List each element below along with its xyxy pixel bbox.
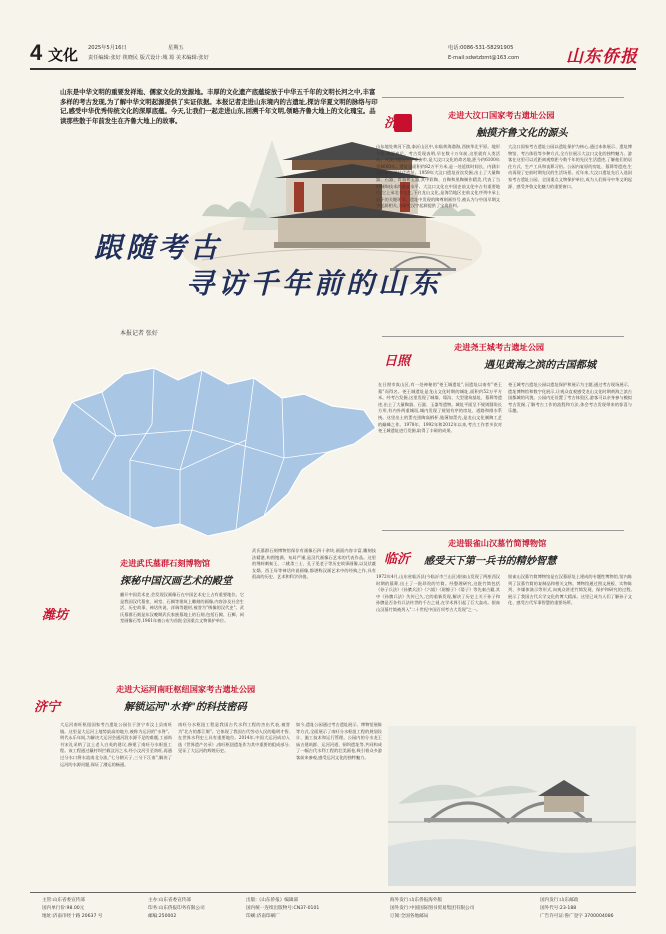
shandong-map xyxy=(32,340,382,550)
jinan-body-col2: 大汶口国家考古遗址公园以遗址保护为核心,通过本体展示、遗址博物馆、考古体验等多种方式,全方位展示大汶口文化的独特魅力。游客在这里可以近距离观察距今数千年的先民生活遗迹,了解他们的居住方式、生产工具和丧葬习俗。公园内复原的房址、墓葬等遗迹,生动再现了史前时期先民的生活场景。近年来,大汶口遗址先后入选国家考古遗址公园、全国重点文物保护单位,成为人们探寻中华文明起源、感受齐鲁文化魅力的重要窗口。 xyxy=(508,144,632,189)
footer-col3-line3: 印刷:济南印刷厂 xyxy=(246,914,280,919)
page-number: 4 xyxy=(30,40,43,65)
footer-col2-line2: 印务:山东侨报印务有限公司 xyxy=(148,906,205,911)
footer-col5-line3: 广告许可证:鲁广登字 3700004086 xyxy=(540,914,614,919)
footer-col3-line2: 国内统一连续出版物号:CN37-0101 xyxy=(246,906,320,911)
footer-col2-line3: 邮编:250002 xyxy=(148,914,177,919)
linyi-subheading: 感受天下第一兵书的精妙智慧 xyxy=(424,555,557,567)
title-line-1: 跟随考古 xyxy=(94,231,223,264)
footer-col1-line2: 国内单行价:98.00元 xyxy=(42,906,85,911)
title-line-2: 寻访千年前的山东 xyxy=(186,267,443,300)
footer-col1-line3: 地址:济南市经十路 20637 号 xyxy=(42,914,103,919)
linyi-tag: 临沂 xyxy=(384,552,411,567)
jining-body-col2: 南旺分水枢纽工程是我国古代水利工程的杰出代表,被誉为"北方的都江堰"。它体现了我国古代劳动人民的聪明才智,在世界水利史上具有重要地位。2014年,中国大运河成功入选《世界遗产名录》,南旺枢纽遗址作为其中重要的组成部分,见证了大运河的辉煌历史。 xyxy=(178,722,290,754)
editors: 责任编辑:张好 筷晓民 版式设计:城 筠 美术编辑:张好 xyxy=(88,55,209,61)
weifang-subheading: 探秘中国汉画艺术的殿堂 xyxy=(120,575,233,587)
section-name: 文化 xyxy=(48,46,79,64)
linyi-body-col1: 1972年4月,山东省临沂县(今临沂市兰山区)银雀山发现了两座西汉时期的墓葬,出土了一批珍贵的竹简。经整理研究,这批竹简包括《孙子兵法》《孙膑兵法》《六韬》《尉缭子》《晏子》等先秦古籍,其中《孙膑兵法》失传已久,它的重新发现,解决了历史上关于孙子和孙膑是否各有兵法传世的千古之谜,在学术界引起了巨大轰动。银雀山汉墓竹简被列入"二十世纪中国百项考古大发现"之一。 xyxy=(376,574,500,612)
byline: 本报记者 张好 xyxy=(120,330,158,337)
weifang-body-col1: 翻开中国美术史,会发现汉画像石在中国艺术史上占有重要地位。它是我国汉代墓室、祠堂、石阙等建筑上雕刻的画像,内容涉及社会生活、历史故事、神话传说、祥瑞等题材,被誉为"绣像的汉代史"。武氏墓群石刻是东汉晚期武氏家族墓地上的石刻,包括石阙、石狮、祠堂画像石等,1961年被公布为首批全国重点文物保护单位。 xyxy=(120,592,244,624)
footer-col1-line1: 主管:山东省委宣传部 xyxy=(42,898,85,903)
weifang-tag: 潍坊 xyxy=(42,608,69,623)
jinan-body-col1: 山东地处黄河下游,泰沂山区中,东临黄海渤海,西接华北平原。地形丰富,资源充足。考古发现表明,早在数十万年前,这里就有人类活动。大汶口遗址位于泰安市,是大汶口文化的命名地,距今约6100年至4600年。遗址总面积约82万平方米,是一处延续时间长、内涵丰富的新石器时代遗址。1959年大汶口遗址首次发掘,出土了大量陶器、石器、骨器和玉器,其中彩陶、白陶和黑陶制作精美,代表了当时制陶技术的最高水平。大汶口文化在中国史前文化中占有重要地位,它上承北辛文化,下启龙山文化,是海岱地区史前文化序列中承上启下的关键环节。遗址中发现的陶尊刻画符号,被认为与中国早期文字起源相关,为研究汉字起源提供了宝贵资料。 xyxy=(376,144,500,209)
footer-col4-line1: 海外发行:山东侨报海外版 xyxy=(390,898,443,903)
footer-col4-line3: 订阅:全国各地邮局 xyxy=(390,914,429,919)
jining-body-col3: 如今,遗址公园通过考古遗址展示、博物馆展陈等方式,全面展示了南旺分水枢纽工程的规划设计、施工技术和运行管理。公园内的分水龙王庙古建筑群、运河河道、闸坝遗址等,共同构成了一幅古代水利工程的壮美画卷,吸引着众多游客前来参观,感受运河文化的独特魅力。 xyxy=(296,722,382,760)
date-line: 2025年5月16日 xyxy=(88,45,127,51)
linyi-rule xyxy=(382,530,624,531)
jining-red-heading: 走进大运河南旺枢纽国家考古遗址公园 xyxy=(116,684,256,694)
jinan-red-heading: 走进大汶口国家考古遗址公园 xyxy=(448,110,555,120)
jining-subheading: 解锁运河"水脊"的科技密码 xyxy=(124,701,247,713)
bridge-illustration xyxy=(388,726,636,886)
jinan-rule xyxy=(382,97,624,98)
newspaper-logo: 山东侨报 xyxy=(566,47,638,67)
lead-paragraph: 山东是中华文明的重要发祥地、儒家文化的发源地。丰厚的文化遗产底蕴绽放于中华五千年的文明长河之中,丰富多样的考古发现,为了解中华文明起源提供了实证依据。本报记者走进山东境内的古遗址,探访华夏文明的脉络与印记,感受中华优秀传统文化的深厚底蕴。今天,让我们一起走进山东,回溯千年文明,领略齐鲁大地上的文化瑰宝。品读那些散于年前发生在齐鲁大地上的故事。 xyxy=(60,88,378,125)
weifang-body-col2: 武氏墓群石刻博物馆保存有画像石四十余块,画面内容丰富,雕刻技法精湛,构图饱满、布局严谨,是汉代画像石艺术的代表作品。这里的荆轲刺秦王、二桃杀三士、孔子见老子等历史故事画像,以及伏羲女娲、西王母等神话传说画像,都堪称汉画艺术中的经典之作,具有很高的历史、艺术和科学价值。 xyxy=(252,548,376,580)
footer-rule xyxy=(30,892,636,893)
rizhao-body-col2: 尧王城考古遗址公园以遗址保护和展示为主题,通过考古现场展示、遗址博物馆和数字化展示,让观众直观感受龙山文化时期黄海之滨古国都城的风貌。公园内还设置了考古体验区,游客可以亲身参与模拟考古发掘,了解考古工作的流程和方法,体会考古发现带来的惊喜与乐趣。 xyxy=(508,382,632,414)
phone: 电话:0086-531-58291905 xyxy=(448,45,514,51)
rizhao-body-col1: 在日照市岚山区,有一处神秘的"尧王城遗址",因遗址以南有"尧王墓"而得名。尧王城遗址是龙山文化时期的城址,面积约52万平方米。经考古发掘,这里发现了城墙、壕沟、大型建筑基址、墓葬等遗迹,出土了大量陶器、石器、玉器等遗物。城址平面呈不规则圆角长方形,有内外两重城垣,城内发现了规划有序的房址、道路和排水系统。这里出土的蛋壳黑陶高柄杯,胎薄如蛋壳,是龙山文化制陶工艺的巅峰之作。1978年、1992年和2012年以来,考古工作者多次对尧王城遗址进行发掘,取得了丰硕的成果。 xyxy=(378,382,502,434)
footer-col3-line1: 出版:《山东侨报》编辑部 xyxy=(246,898,299,903)
email: E-mail:sdwtzbmt@163.com xyxy=(448,55,520,61)
footer-col4-line2: 国外发行:中国国际图书贸易集团有限公司 xyxy=(390,906,475,911)
weekday: 星期五 xyxy=(168,45,184,51)
rizhao-subheading: 遇见黄海之滨的古国都城 xyxy=(484,359,597,371)
footer-col2-line1: 主办:山东省委宣传部 xyxy=(148,898,191,903)
footer-col5-line2: 国外代号:23-188 xyxy=(540,906,577,911)
rizhao-rule xyxy=(382,336,624,337)
jinan-subheading: 触摸齐鲁文化的源头 xyxy=(476,127,568,139)
footer-col5-line1: 国内发行:山东邮政 xyxy=(540,898,579,903)
rizhao-red-heading: 走进尧王城考古遗址公园 xyxy=(454,342,545,352)
linyi-red-heading: 走进银雀山汉墓竹简博物馆 xyxy=(448,538,547,548)
jinan-tag: 济南 xyxy=(384,116,411,131)
weifang-red-heading: 走进武氏墓群石刻博物馆 xyxy=(120,558,211,568)
jining-tag: 济宁 xyxy=(34,700,61,715)
linyi-body-col2: 银雀山汉墓竹简博物馆是在汉墓原址上建成的专题性博物馆,馆内陈列了汉墓竹简的复制品和相关文物。博物馆通过图文展板、实物陈列、多媒体演示等形式,向观众讲述竹简发现、保护和研究的过程,展示了我国古代兵学文化的博大精深。这里已成为人们了解孙子文化、感受古代军事智慧的重要场所。 xyxy=(508,574,632,606)
rizhao-tag: 日照 xyxy=(384,354,411,369)
jining-body-col1: 大运河南旺枢纽国家考古遗址公园位于济宁市汶上县南旺镇。这里是大运河上地势最高的地方,被称为运河的"水脊"。明代永乐年间,为解决大运河会通河段水源不足的难题,工部尚书宋礼采纳了汶上老人白英的建议,修建了南旺分水枢纽工程。该工程通过戴村坝拦截汶河之水,经小汶河引至南旺,再通过分水口将水流南北分流,"七分朝天子,三分下江南",解决了运河的水源问题,保证了漕运的畅通。 xyxy=(60,722,172,767)
header-rule xyxy=(30,68,636,70)
